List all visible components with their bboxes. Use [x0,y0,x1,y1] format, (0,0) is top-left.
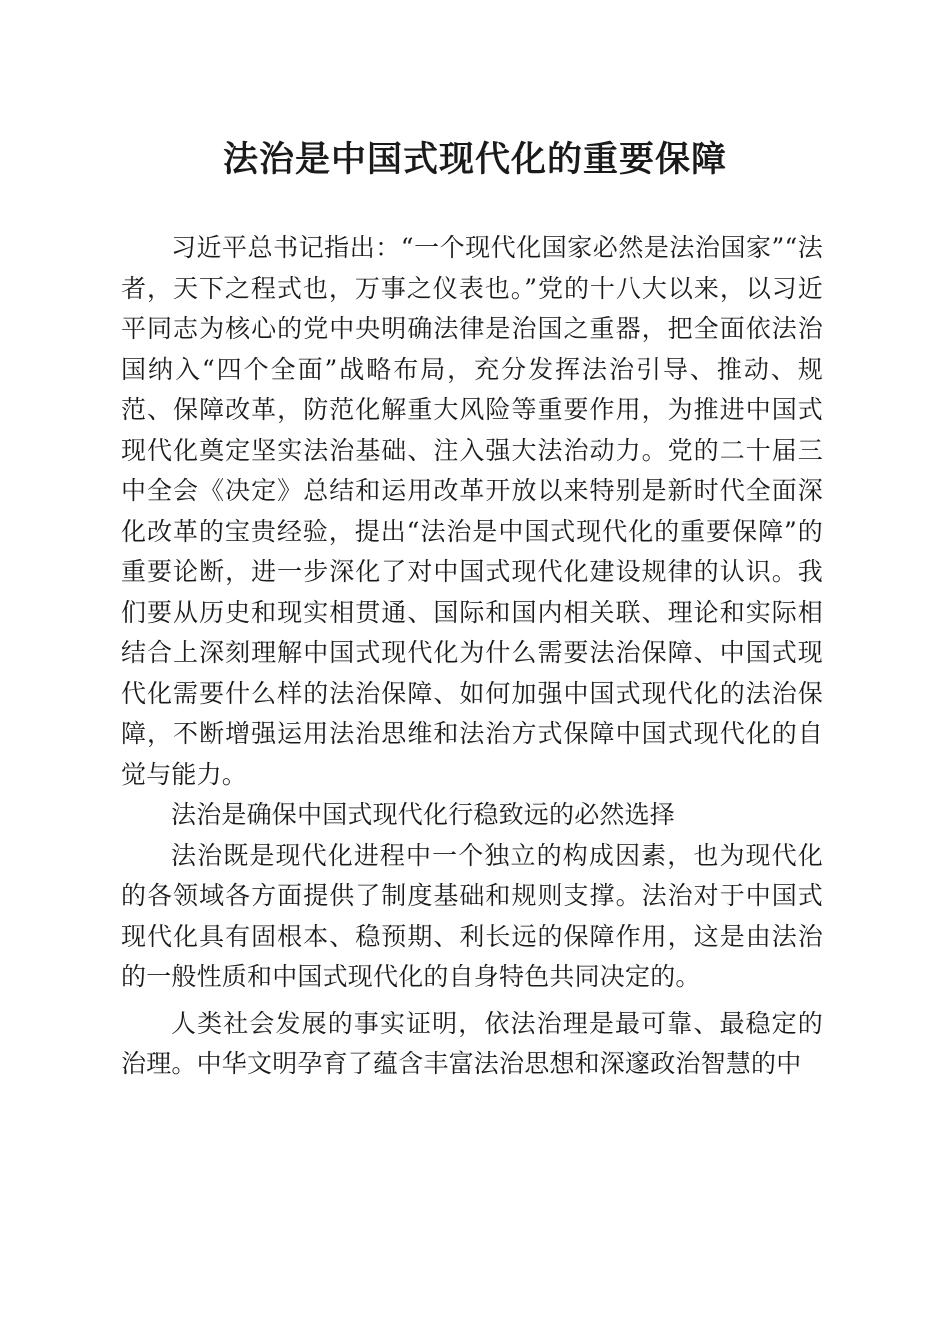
document-title: 法治是中国式现代化的重要保障 [222,139,727,180]
document-body [121,228,823,1085]
paragraph-3: 人类社会发展的事实证明，依法治理是最可靠、最稳定的治理。中华文明孕育了蕴含丰富法治思想和深邃政治智慧的中 [121,1008,823,1078]
section-heading: 法治是确保中国式现代化行稳致远的必然选择 [171,800,676,829]
paragraph-2: 法治既是现代化进程中一个独立的构成因素，也为现代化的各领域各方面提供了制度基础和规则支撑。法治对于中国式现代化具有固根本、稳预期、利长远的保障作用，这是由法治的一般性质和中国式现代化的自身特色共同决定的。 [121,840,823,991]
paragraph-intro: 习近平总书记指出：“一个现代化国家必然是法治国家”“法者，天下之程式也，万事之仪表也。”党的十八大以来，以习近平同志为核心的党中央明确法律是治国之重器，把全面依法治国纳入“四个全面”战略布局，充分发挥法治引导、推动、规范、保障改革，防范化解重大风险等重要作用，为推进中国式现代化奠定坚实法治基础、注入强大法治动力。党的二十届三中全会《决定》总结和运用改革开放以来特别是新时代全面深化改革的宝贵经验，提出“法治是中国式现代化的重要保障”的重要论断，进一步深化了对中国式现代化建设规律的认识。我们要从历史和现实相贯通、国际和国内相关联、理论和实际相结合上深刻理解中国式现代化为什么需要法治保障、中国式现代化需要什么样的法治保障、如何加强中国式现代化的法治保障，不断增强运用法治思维和法治方式保障中国式现代化的自觉与能力。 [121,233,823,789]
